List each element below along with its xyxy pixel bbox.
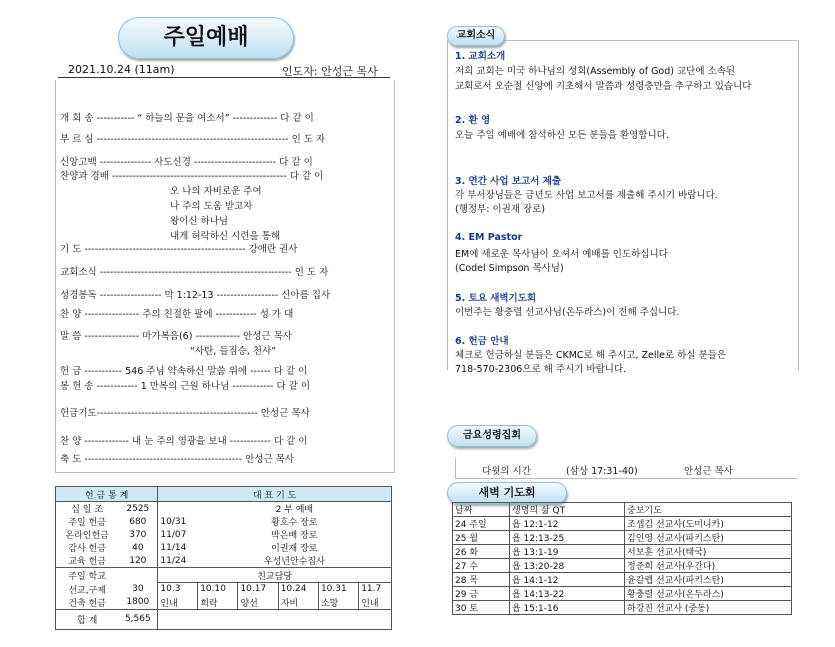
order-item: 부 르 심 -------------------------------------------------------- 인 도 자 <box>60 134 326 145</box>
fellowship-date: 10.31 <box>318 583 358 596</box>
dawn-missionary: 하강진 선교사 (중동) <box>627 604 710 614</box>
dawn-qt: 욥 13:1-19 <box>510 545 625 559</box>
dawn-missionary: 서보훈 선교사(태국) <box>627 548 707 558</box>
dawn-day: 28 목 <box>453 573 510 587</box>
praise-line: 나 주의 도움 받고자 <box>170 201 253 212</box>
dawn-day: 25 월 <box>453 531 510 545</box>
prayer-name: 2 부 예배 <box>275 505 314 515</box>
offering-header: 헌 금 통 계 <box>56 487 158 502</box>
prayer-date: 11/24 <box>160 555 187 566</box>
news-heading: 4. EM Pastor <box>455 232 523 243</box>
dawn-qt: 욥 14:13-22 <box>510 587 625 601</box>
dawn-day: 27 수 <box>453 559 510 573</box>
news-line: EM에 새로운 목사님이 오셔서 예배를 인도하십니다 <box>455 249 668 260</box>
news-pill <box>447 26 505 46</box>
fellowship-group: 희락 <box>198 596 238 610</box>
news-heading: 3. 연간 사업 보고서 제출 <box>455 176 562 187</box>
news-top-rule <box>500 40 797 41</box>
news-heading: 1. 교회소개 <box>455 51 506 62</box>
page-title: 주일예배 <box>163 25 249 50</box>
news-line: 체크로 헌금하실 분들은 CKMC로 해 주시고, Zelle로 하실 분들은 <box>455 350 727 361</box>
title-banner <box>118 17 294 59</box>
order-item: 찬양과 경배 --------------------------------------------------- 다 같 이 <box>60 171 324 182</box>
dawn-header: 날짜 <box>453 503 510 517</box>
offering-value: 40 <box>118 541 158 554</box>
order-item: 봉 헌 송 ------------ 1 만복의 근원 하나님 ------------ 다 같 이 <box>60 381 311 392</box>
praise-line: 왕이신 하나님 <box>170 216 229 227</box>
news-line: 오늘 주일 예배에 참석하신 모든 분들을 환영합니다. <box>455 130 669 141</box>
dawn-missionary: 조셉김 선교사(도미니카) <box>627 520 724 530</box>
order-item: 말 씀 ---------------- 마가복음(6) ------------- 안성근 목사 <box>60 331 292 342</box>
dawn-qt: 욥 12:1-12 <box>510 517 625 531</box>
fellowship-date: 10.17 <box>238 583 278 596</box>
dawn-table-wrap <box>452 502 792 615</box>
news-heading: 5. 토요 새벽기도회 <box>455 293 537 304</box>
dawn-header: 생명의 삶 QT <box>510 503 625 517</box>
order-item: 기 도 ----------------------------------------------- 강애란 권사 <box>60 244 298 255</box>
prayer-pill <box>447 425 537 447</box>
fellowship-date: 10.3 <box>158 583 198 596</box>
news-line: 각 부서장님들은 금년도 사업 보고서를 제출해 주시기 바랍니다. <box>455 190 718 201</box>
prayer-date <box>158 502 198 516</box>
fellowship-group: 인내 <box>361 598 379 609</box>
prayer-header: 대 표 기 도 <box>158 487 392 502</box>
prayer-speaker: 안성근 목사 <box>684 466 733 477</box>
order-item: 교회소식 -------------------------------------------------------- 인 도 자 <box>60 267 329 278</box>
dawn-table <box>452 502 792 615</box>
total-value: 5,565 <box>118 609 158 629</box>
order-item: 성경봉독 ------------------ 막 1:12-13 ------------------ 신아름 집사 <box>60 290 331 301</box>
order-item: 찬 양 ------------- 내 눈 주의 영광을 보내 ------------ 다 같 이 <box>60 436 308 447</box>
order-item: 축 도 ---------------------------------------------- 안성근 목사 <box>60 454 295 465</box>
dawn-header: 중보기도 <box>627 506 662 516</box>
praise-line: 내게 허락하신 시련을 통해 <box>170 231 281 242</box>
header-rule <box>58 77 390 78</box>
offering-value: 120 <box>118 554 158 568</box>
dawn-missionary: 황충렬 선교사(온두라스) <box>627 590 724 600</box>
news-line: 교회로서 오순절 신앙에 기초해서 말씀과 성령충만을 추구하고 있습니다 <box>455 81 752 92</box>
prayer-date: 11/07 <box>160 529 187 540</box>
dawn-missionary: 정준희 선교사(우간다) <box>627 562 716 572</box>
offering-label: 온라인헌금 <box>65 531 109 541</box>
order-item: 찬 양 ---------------- 주의 친절한 팔에 ------------ 성 가 대 <box>60 309 294 320</box>
school-label: 주일 학교 <box>68 571 106 582</box>
offering-table <box>55 486 392 630</box>
news-line: 718-570-2306으로 해 주시기 바랍니다. <box>455 364 627 375</box>
total-label: 합 계 <box>77 615 98 626</box>
offering-value: 1800 <box>118 596 158 610</box>
dawn-day: 26 화 <box>453 545 510 559</box>
news-pill-label: 교회소식 <box>456 30 496 41</box>
fellowship-group: 자비 <box>278 596 318 610</box>
offering-label: 교육 헌금 <box>68 557 106 567</box>
dawn-qt: 욥 15:1-16 <box>510 601 625 615</box>
offering-table-wrap <box>55 486 392 630</box>
fellowship-date: 11.7 <box>361 584 382 595</box>
news-line: (행정부: 이권재 장로) <box>455 204 546 215</box>
offering-label: 감사 헌금 <box>68 544 106 554</box>
leader-text: 인도자: 안성근 목사 <box>282 65 378 78</box>
offering-label: 십 일 조 <box>71 505 104 515</box>
dawn-qt: 욥 12:13-25 <box>510 531 625 545</box>
prayer-title: 다윗의 시간 <box>482 466 531 477</box>
prayer-name: 박은배 장로 <box>271 531 318 541</box>
prayer-name: 이권재 장로 <box>271 544 318 554</box>
dawn-pill-label: 새벽 기도회 <box>478 486 536 499</box>
prayer-pill-label: 금요성령집회 <box>463 430 521 441</box>
offering-label: 주일 헌금 <box>68 518 106 528</box>
dawn-day: 24 주일 <box>453 517 510 531</box>
dawn-day: 29 금 <box>453 587 510 601</box>
dawn-day: 30 토 <box>453 601 510 615</box>
news-heading: 2. 환 영 <box>455 115 491 126</box>
prayer-date: 11/14 <box>160 542 187 553</box>
news-line: 이번주는 황충렬 선교사님(온두라스)이 전해 주십니다. <box>455 307 680 318</box>
dawn-pill <box>447 482 567 504</box>
order-item: 헌 금 ----------- 546 주님 약속하신 말씀 위에 ------ 다 같 이 <box>60 366 308 377</box>
order-item: 신앙고백 --------------- 사도신경 ------------------------ 다 같 이 <box>60 157 313 168</box>
fellowship-group: 소망 <box>318 596 358 610</box>
fellowship-group: 양선 <box>238 596 278 610</box>
fellowship-date: 10.24 <box>278 583 318 596</box>
offering-value: 30 <box>118 583 158 596</box>
fellowship-header: 친교담당 <box>158 568 392 583</box>
prayer-name: 우성년안수집사 <box>263 557 325 567</box>
prayer-date: 10/31 <box>160 516 187 527</box>
offering-label: 건축 헌금 <box>68 598 106 609</box>
fellowship-date: 10.10 <box>198 583 238 596</box>
order-item: 개 회 송 ----------- “ 하늘의 문을 여소서” ------------- 다 같 이 <box>60 113 314 124</box>
praise-line: 오 나의 자비로운 주여 <box>170 186 262 197</box>
offering-value: 370 <box>118 528 158 541</box>
news-heading: 6. 헌금 안내 <box>455 336 509 347</box>
prayer-passage: (삼상 17:31-40) <box>566 466 638 477</box>
sermon-subtitle: “사탄, 들짐승, 천사” <box>190 346 277 357</box>
prayer-name: 황호수 장로 <box>271 518 318 528</box>
dawn-qt: 욥 13:20-28 <box>510 559 625 573</box>
dawn-missionary: 윤갈렙 선교사(파키스탄) <box>627 576 724 586</box>
offering-label: 선교,구제 <box>68 585 106 596</box>
fellowship-group: 인내 <box>158 596 198 610</box>
order-item: 헌금기도----------------------------------------------- 안성근 목사 <box>60 408 310 419</box>
offering-value: 2525 <box>118 502 158 516</box>
dawn-missionary: 김인영 선교사(파키스탄) <box>627 534 724 544</box>
news-line: (Codel Simpson 목사님) <box>455 263 564 274</box>
offering-value: 680 <box>118 515 158 528</box>
news-line: 저희 교회는 미국 하나님의 성회(Assembly of God) 교단에 소속된 <box>455 66 736 77</box>
service-date: 2021.10.24 (11am) <box>68 63 175 76</box>
dawn-qt: 욥 14:1-12 <box>510 573 625 587</box>
